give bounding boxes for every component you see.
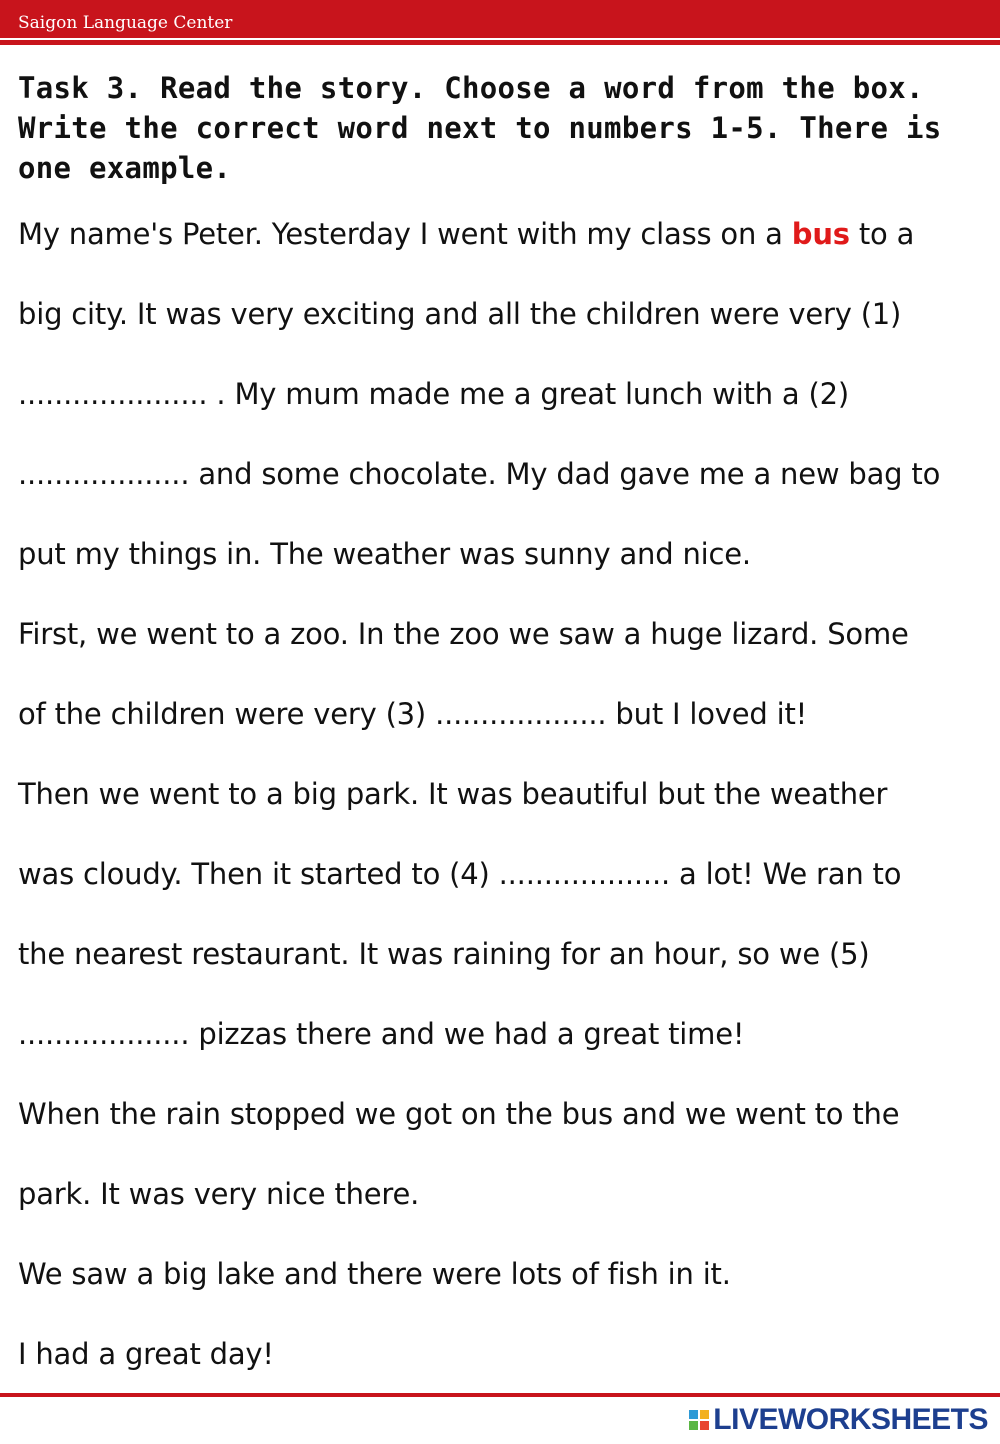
footer-divider xyxy=(0,1393,1000,1397)
story-line: I had a great day! xyxy=(18,1337,274,1371)
liveworksheets-logo-icon xyxy=(689,1410,709,1430)
header-bar xyxy=(0,0,1000,38)
story-line: park. It was very nice there. xyxy=(18,1177,420,1211)
story-line: ................... pizzas there and we had a great time! xyxy=(18,1017,745,1051)
liveworksheets-logo xyxy=(689,1402,988,1438)
story-line: big city. It was very exciting and all the children were very (1) xyxy=(18,297,902,331)
task-text: Read the story. Choose a word from the box. Write the correct word next to numbers 1-5. There is one example. xyxy=(18,71,942,185)
story-line: When the rain stopped we got on the bus and we went to the xyxy=(18,1097,900,1131)
header-divider xyxy=(0,40,1000,45)
story-text: to a xyxy=(849,217,915,251)
story-line: Then we went to a big park. It was beautiful but the weather xyxy=(18,777,888,811)
story-line: of the children were very (3) ................... but I loved it! xyxy=(18,697,808,731)
task-label: Task 3. xyxy=(18,71,143,105)
story-line: We saw a big lake and there were lots of fish in it. xyxy=(18,1257,731,1291)
story-line: First, we went to a zoo. In the zoo we saw a huge lizard. Some xyxy=(18,617,909,651)
story-line: ..................... . My mum made me a great lunch with a (2) xyxy=(18,377,849,411)
task-instructions xyxy=(18,68,988,188)
story-line: was cloudy. Then it started to (4) ................... a lot! We ran to xyxy=(18,857,902,891)
logo-text: LIVEWORKSHEETS xyxy=(713,1403,988,1436)
header-title: Saigon Language Center xyxy=(18,13,233,33)
story-line xyxy=(18,214,914,254)
story-line: put my things in. The weather was sunny and nice. xyxy=(18,537,751,571)
story-line: the nearest restaurant. It was raining for an hour, so we (5) xyxy=(18,937,870,971)
story-line: ................... and some chocolate. My dad gave me a new bag to xyxy=(18,457,941,491)
example-word: bus xyxy=(791,217,850,251)
story-text: My name's Peter. Yesterday I went with my class on a xyxy=(18,217,792,251)
